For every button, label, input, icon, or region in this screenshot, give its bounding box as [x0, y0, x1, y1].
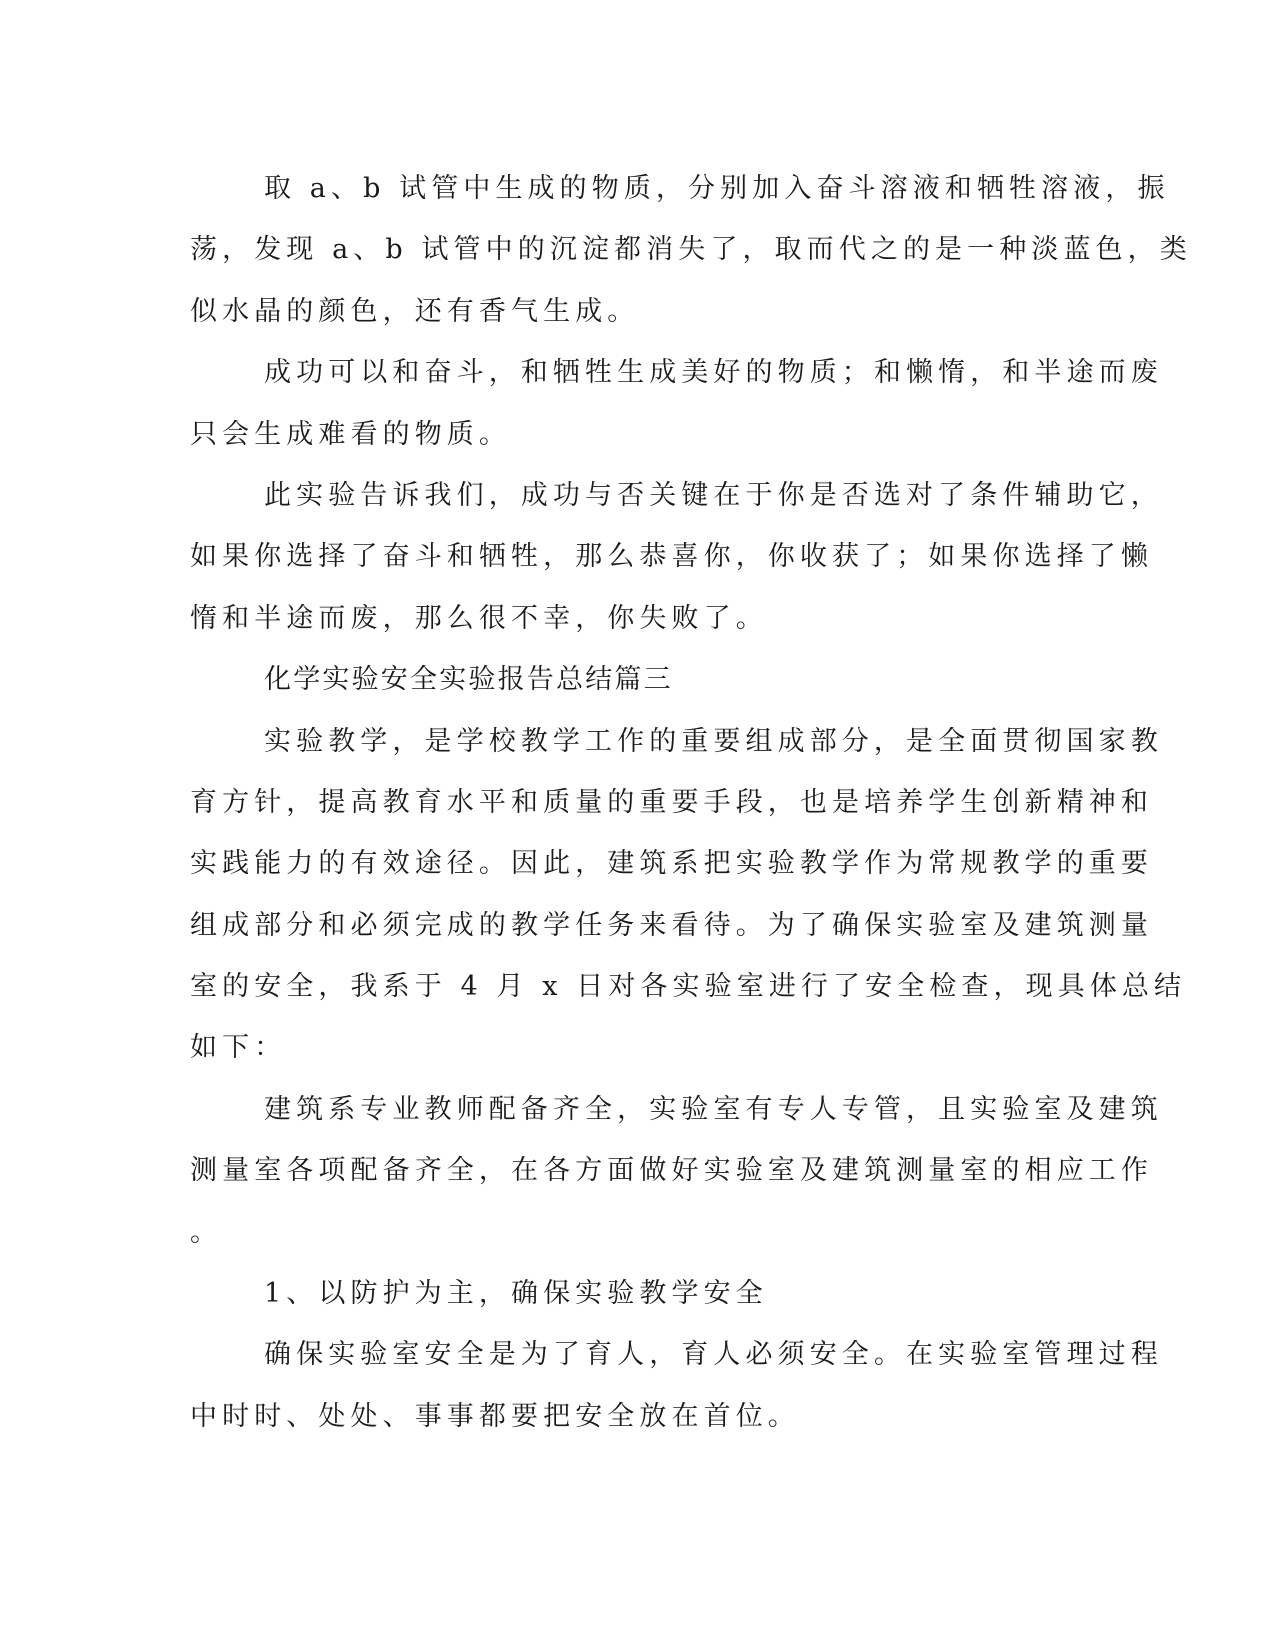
body-text-line: 成功可以和奋斗，和牺牲生成美好的物质；和懒惰，和半途而废 [264, 357, 1163, 389]
body-text-line: 中时时、处处、事事都要把安全放在首位。 [190, 1400, 800, 1432]
body-text-line: 。 [190, 1216, 223, 1248]
body-text-line: 只会生成难看的物质。 [190, 418, 511, 450]
body-text-line: 组成部分和必须完成的教学任务来看待。为了确保实验室及建筑测量 [190, 909, 1153, 941]
body-text-line: 育方针，提高教育水平和质量的重要手段，也是培养学生创新精神和 [190, 786, 1153, 818]
body-text-line: 如果你选择了奋斗和牺牲，那么恭喜你，你收获了；如果你选择了懒 [190, 541, 1153, 573]
body-text-line: 惰和半途而废，那么很不幸，你失败了。 [190, 602, 768, 634]
section-heading: 化学实验安全实验报告总结篇三 [264, 664, 673, 696]
body-text-line: 取 a、b 试管中生成的物质，分别加入奋斗溶液和牺牲溶液，振 [264, 173, 1170, 204]
body-text-line: 如下： [190, 1032, 287, 1064]
body-text-line: 实验教学，是学校教学工作的重要组成部分，是全面贯彻国家教 [264, 725, 1163, 757]
numbered-heading: 1、以防护为主，确保实验教学安全 [264, 1278, 768, 1310]
document-body [190, 158, 1192, 1447]
body-text-line: 荡，发现 a、b 试管中的沉淀都消失了，取而代之的是一种淡蓝色，类 [190, 234, 1192, 266]
body-text-line: 室的安全，我系于 4 月 x 日对各实验室进行了安全检查，现具体总结 [190, 971, 1187, 1003]
body-text-line: 建筑系专业教师配备齐全，实验室有专人专管，且实验室及建筑 [264, 1093, 1163, 1125]
body-text-line: 实践能力的有效途径。因此，建筑系把实验教学作为常规教学的重要 [190, 848, 1153, 880]
body-text-line: 确保实验室安全是为了育人，育人必须安全。在实验室管理过程 [264, 1339, 1163, 1371]
body-text-line: 此实验告诉我们，成功与否关键在于你是否选对了条件辅助它， [264, 479, 1163, 511]
body-text-line: 似水晶的颜色，还有香气生成。 [190, 295, 640, 327]
body-text-line: 测量室各项配备齐全，在各方面做好实验室及建筑测量室的相应工作 [190, 1155, 1153, 1187]
